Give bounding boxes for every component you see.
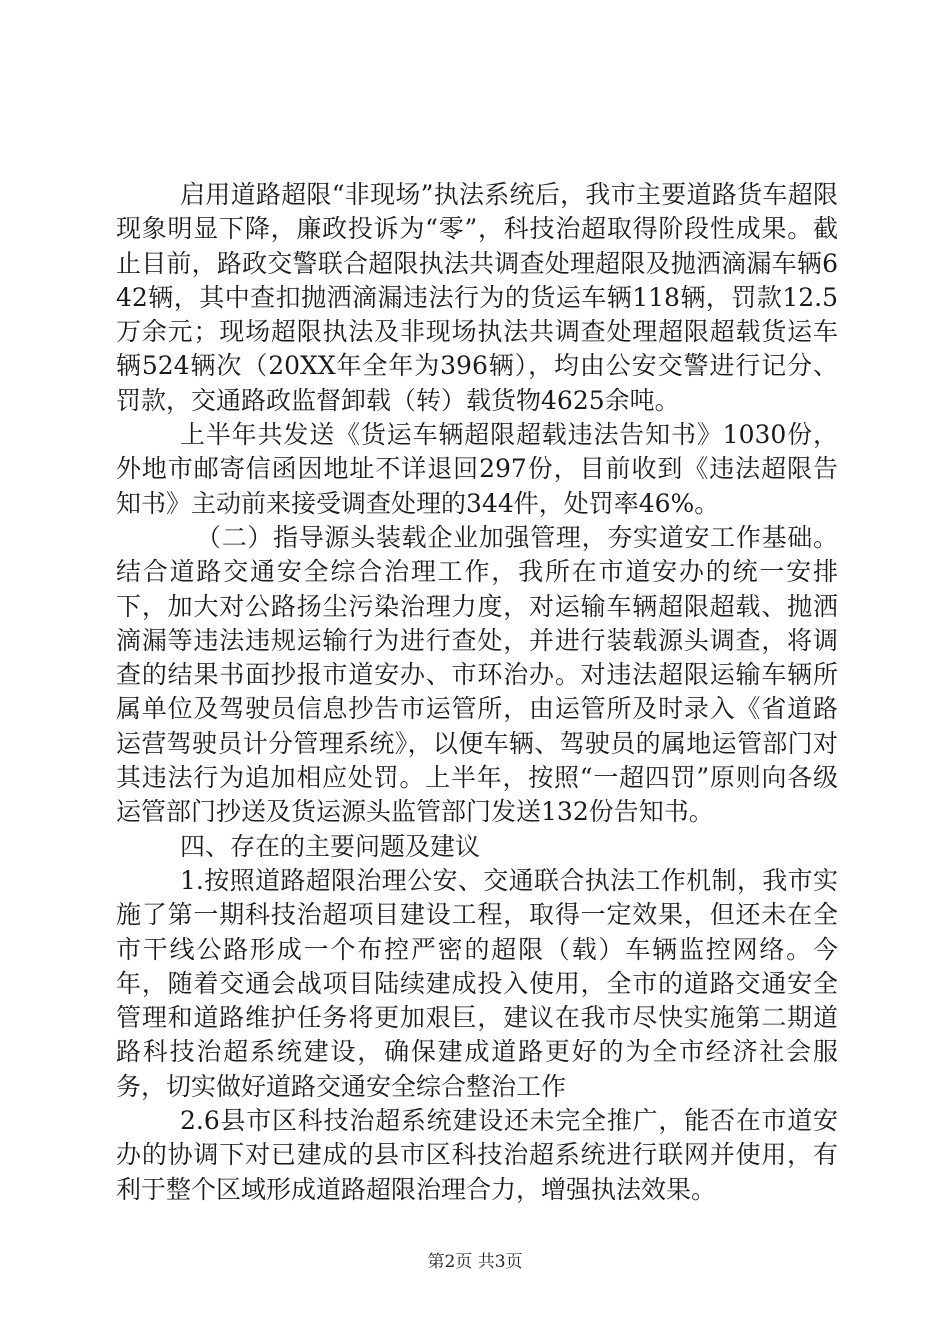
paragraph-notice-letters: 上半年共发送《货运车辆超限超载违法告知书》1030份，外地市邮寄信函因地址不详退回297份，目前收到《违法超限告知书》主动前来接受调查处理的344件，处罚率46%。 <box>116 420 838 518</box>
section-heading-problems: 四、存在的主要问题及建议 <box>180 831 481 861</box>
page-number-footer: 第2页 共3页 <box>427 1252 523 1272</box>
paragraph-source-management: （二）指导源头装载企业加强管理，夯实道安工作基础。结合道路交通安全综合治理工作，我所在市道安办的统一安排下，加大对公路扬尘污染治理力度，对运输车辆超限超载、抛洒滴漏等违法违规运输行为进行查处，并进行装载源头调查，将调查的结果书面抄报市道安办、市环治办。对违法超限运输车辆所属单位及驾驶员信息抄告市运管所，由运管所及时录入《省道路运营驾驶员计分管理系统》，以便车辆、驾驶员的属地运管部门对其违法行为追加相应处罚。上半年，按照“一超四罚”原则向各级运管部门抄送及货运源头监管部门发送132份告知书。 <box>116 522 838 827</box>
document-body <box>116 178 838 1207</box>
paragraph-suggestion-2: 2.6县市区科技治超系统建设还未完全推广，能否在市道安办的协调下对已建成的县市区科技治超系统进行联网并使用，有利于整个区域形成道路超限治理合力，增强执法效果。 <box>116 1106 838 1204</box>
paragraph-suggestion-1: 1.按照道路超限治理公安、交通联合执法工作机制，我市实施了第一期科技治超项目建设工程，取得一定效果，但还未在全市干线公路形成一个布控严密的超限（载）车辆监控网络。今年，随着交通会战项目陆续建成投入使用，全市的道路交通安全管理和道路维护任务将更加艰巨，建议在我市尽快实施第二期道路科技治超系统建设，确保建成道路更好的为全市经济社会服务，切实做好道路交通安全综合整治工作 <box>116 865 838 1101</box>
paragraph-enforcement-results: 启用道路超限“非现场”执法系统后，我市主要道路货车超限现象明显下降，廉政投诉为“零”，科技治超取得阶段性成果。截止目前，路政交警联合超限执法共调查处理超限及抛洒滴漏车辆642辆，其中查扣抛洒滴漏违法行为的货运车辆118辆，罚款12.5万余元；现场超限执法及非现场执法共调查处理超限超载货运车辆524辆次（20XX年全年为396辆），均由公安交警进行记分、罚款，交通路政监督卸载（转）载货物4625余吨。 <box>116 180 838 415</box>
